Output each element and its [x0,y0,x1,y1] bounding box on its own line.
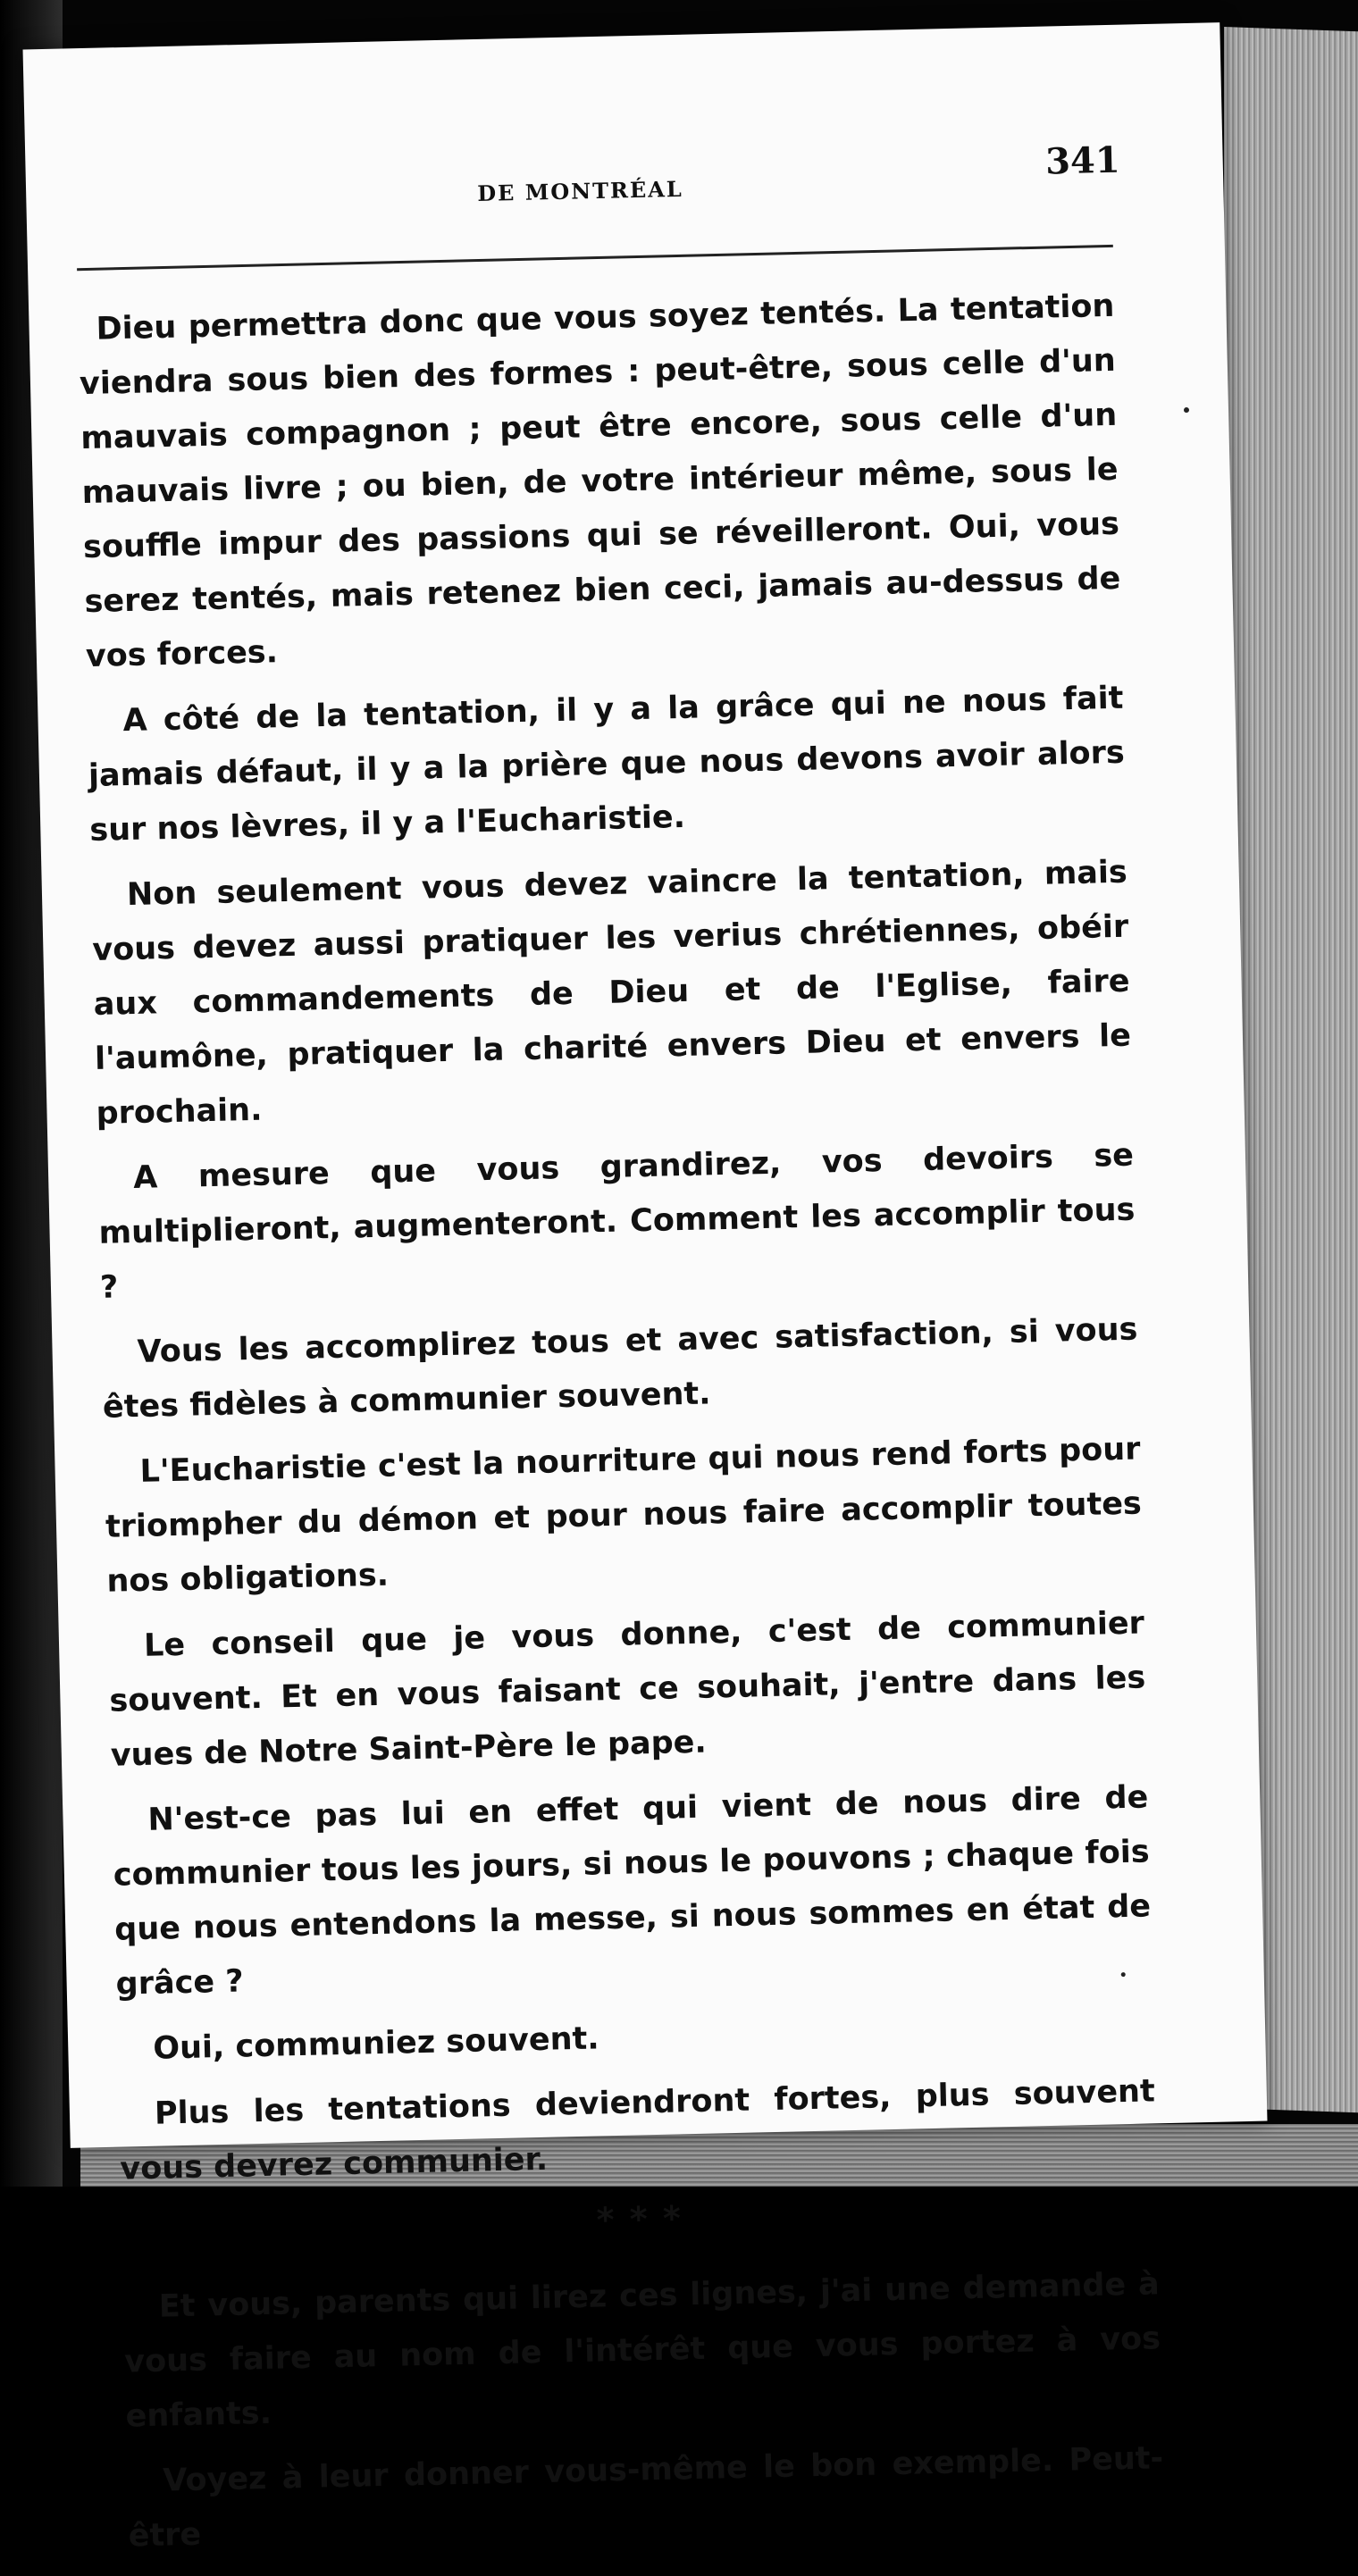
page-content [72,25,1164,2555]
paragraph: L'Eucharistie c'est la nourriture qui nous rend forts pour triompher du démon et pour nous faire accomplir toutes nos obligations. [105,1431,1143,1600]
dust-speck [1121,1972,1126,1977]
paragraph: Voyez à leur donner vous-même le bon exemple. Peut-être [128,2440,1164,2555]
paragraph: Plus les tentations deviendront fortes, plus souvent vous devrez communier. [119,2073,1156,2187]
paragraph: A côté de la tentation, il y a la grâce qui ne nous fait jamais défaut, il y a la prière que nous devons avoir alors sur nos lèvres, il y a l'Eucharistie. [88,680,1126,849]
paragraph: Le conseil que je vous donne, c'est de communier souvent. Et en vous faisant ce souhait, j'entre dans les vues de Notre Saint-Père le pape. [109,1605,1146,1774]
paragraph: Oui, communiez souvent. [152,2020,599,2067]
paragraph: N'est-ce pas lui en effet qui vient de nous dire de communier tous les jours, si nous le pouvons ; chaque fois que nous entendons la messe, si nous sommes en état de grâce ? [113,1779,1152,2003]
page-number: 341 [1044,138,1121,183]
paragraph: Et vous, parents qui lirez ces lignes, j'ai une demande à vous faire au nom de l'intérêt que vous portez à vos enfants. [123,2266,1161,2435]
dust-speck [1184,407,1189,413]
paragraph: Vous les accomplirez tous et avec satisfaction, si vous êtes fidèles à communier souvent. [102,1311,1138,1426]
paragraph: Non seulement vous devez vaincre la tentation, mais vous devez aussi pratiquer les verius chrétiennes, obéir aux commandements de Dieu et de l'Eglise, faire l'aumône, pratiquer la charité envers Dieu et envers le prochain. [91,854,1132,1132]
running-head [72,25,1121,227]
running-title: DE MONTRÉAL [476,175,684,206]
paragraph: Dieu permettra donc que vous soyez tentés. La tentation viendra sous bien des formes : peut-être, sous celle d'un mauvais compagnon ; peut être encore, sous celle d'un mauvais livre ; ou bien, de votre intérieur même, sous le souffle impur des passions qui se réveilleront. Oui, vous serez tentés, mais retenez bien ceci, jamais au-dessus de vos forces. [79,288,1121,675]
paragraph: A mesure que vous grandirez, vos devoirs se multiplieront, augmenteront. Comment les accomplir tous ? [98,1137,1136,1306]
body-text [78,280,1165,2575]
book-page [23,22,1268,2555]
section-asterism: * * * [596,2198,683,2240]
header-rule [77,245,1113,271]
